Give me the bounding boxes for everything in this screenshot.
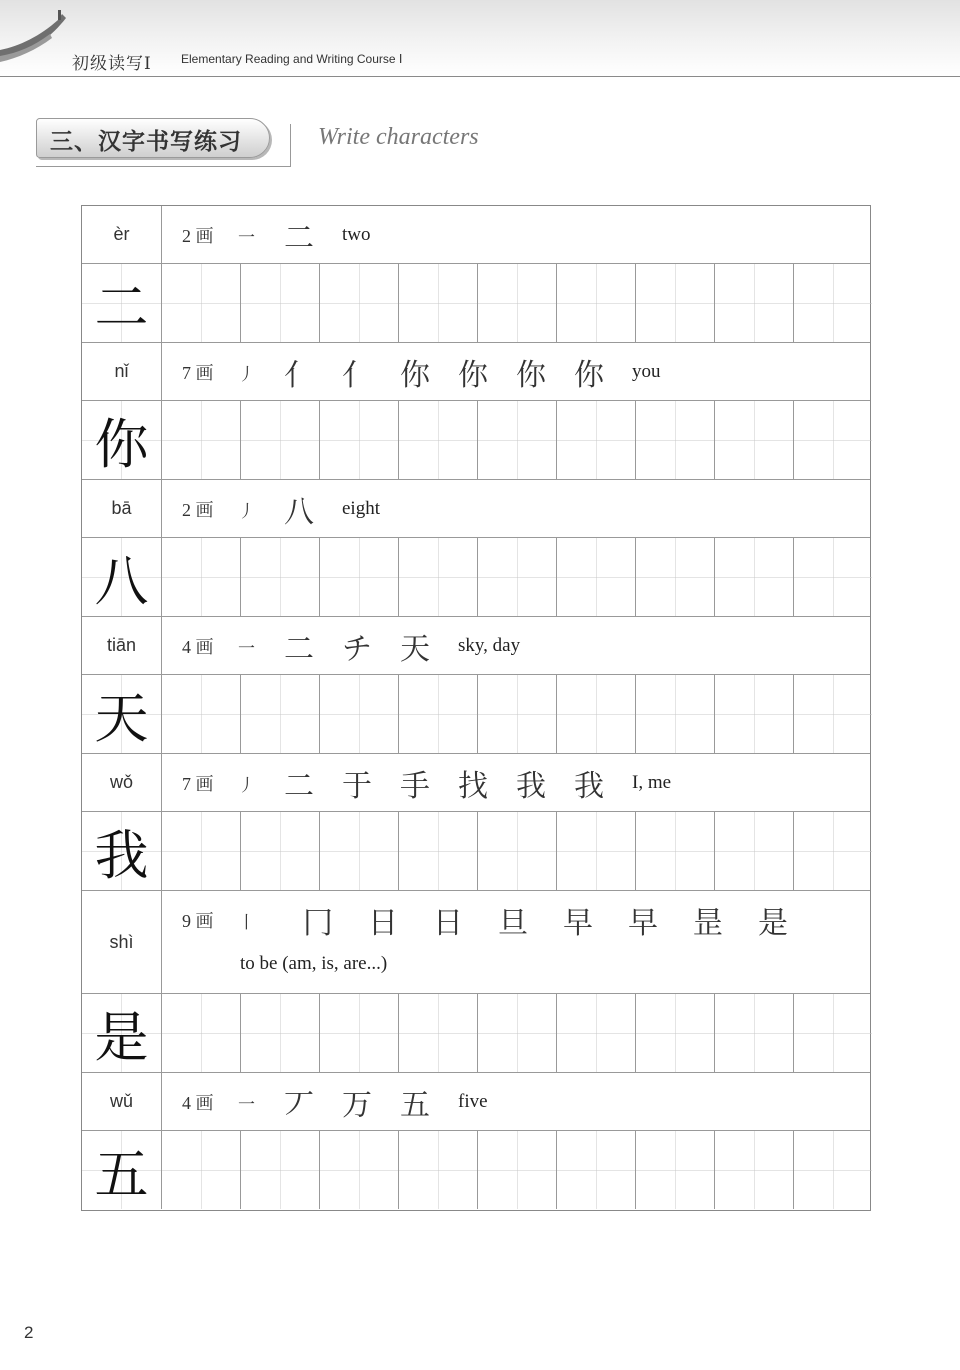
stroke-step: 日 [433,906,463,941]
stroke-count: 9 画 [182,911,214,931]
practice-grid-row [82,675,870,754]
book-subtitle: Elementary Reading and Writing Course Ⅰ [181,52,403,66]
pinyin-label: tiān [82,617,162,674]
stroke-step: 是 [758,906,788,941]
stroke-step: 早 [628,906,658,941]
practice-cell[interactable] [162,994,241,1072]
stroke-info-row [82,1073,870,1131]
stroke-step: 二 [284,769,314,804]
stroke-info-row [82,480,870,538]
practice-cell[interactable] [794,264,872,342]
practice-cell[interactable] [478,812,557,890]
practice-cell[interactable] [715,675,794,753]
practice-cell[interactable] [478,264,557,342]
stroke-step: 旦 [498,906,528,941]
practice-cell[interactable] [557,812,636,890]
practice-cell[interactable] [636,538,715,616]
stroke-count: 4 画 [182,1093,214,1113]
pinyin-label: èr [82,206,162,263]
practice-cell[interactable] [478,994,557,1072]
stroke-step: 我 [516,769,546,804]
stroke-step: 找 [458,769,488,804]
practice-cell[interactable] [636,1131,715,1209]
model-character: 八 [82,538,162,616]
stroke-count: 7 画 [182,774,214,794]
meaning: I, me [632,772,672,793]
practice-grid-row [82,1131,870,1210]
practice-cell[interactable] [478,675,557,753]
practice-grid-row [82,264,870,343]
book-title: 初级读写Ⅰ [72,54,152,74]
model-character: 我 [82,812,162,890]
stroke-step: 丿 [238,775,255,796]
practice-cell[interactable] [557,264,636,342]
stroke-step: 早 [563,906,593,941]
meaning: you [632,361,661,382]
practice-cell[interactable] [399,264,478,342]
practice-cell[interactable] [715,994,794,1072]
practice-cell[interactable] [162,264,241,342]
practice-cell[interactable] [162,401,241,479]
practice-cell[interactable] [399,401,478,479]
stroke-step: 你 [400,358,430,393]
practice-cell[interactable] [241,994,320,1072]
pinyin-label: bā [82,480,162,537]
stroke-step: 丆 [284,1088,314,1123]
stroke-info-row [82,206,870,264]
practice-cell[interactable] [636,675,715,753]
stroke-info-row [82,343,870,401]
stroke-order [162,754,870,812]
page-header [0,0,960,77]
pinyin-label: shì [82,891,162,993]
pinyin-label: wǔ [82,1073,162,1130]
stroke-step: 一 [238,1094,255,1115]
stroke-step: 五 [400,1088,430,1123]
practice-cell[interactable] [478,401,557,479]
practice-cell[interactable] [557,994,636,1072]
stroke-count: 2 画 [182,500,214,520]
stroke-step: 日 [368,906,398,941]
practice-cell[interactable] [241,1131,320,1209]
stroke-step: 万 [342,1088,372,1123]
model-character: 五 [82,1131,162,1209]
model-character: 你 [82,401,162,479]
stroke-order [162,206,870,264]
practice-cell[interactable] [715,812,794,890]
practice-cell[interactable] [636,401,715,479]
stroke-step: 昰 [693,906,723,941]
stroke-step: 八 [284,495,314,530]
practice-cell[interactable] [399,1131,478,1209]
stroke-step: 亻 [342,358,372,393]
meaning: two [342,224,371,245]
practice-grid-row [82,812,870,891]
stroke-step: 丿 [238,501,255,522]
practice-cell[interactable] [636,264,715,342]
practice-cell[interactable] [715,538,794,616]
section-tab [36,118,288,166]
meaning: five [458,1091,488,1112]
practice-cell[interactable] [557,401,636,479]
stroke-step: 一 [238,227,255,248]
practice-cell[interactable] [557,1131,636,1209]
practice-cell[interactable] [320,538,399,616]
practice-cell[interactable] [557,538,636,616]
practice-cell[interactable] [162,1131,241,1209]
stroke-step: 于 [342,769,372,804]
meaning: sky, day [458,635,521,656]
practice-cell[interactable] [715,264,794,342]
practice-cell[interactable] [162,538,241,616]
practice-cell[interactable] [241,812,320,890]
stroke-step: 冂 [303,906,333,941]
practice-cell[interactable] [715,1131,794,1209]
practice-cell[interactable] [478,1131,557,1209]
model-character: 二 [82,264,162,342]
practice-grid-row [82,994,870,1073]
practice-cell[interactable] [478,538,557,616]
stroke-step: 二 [284,221,314,256]
practice-cell[interactable] [399,538,478,616]
stroke-step: 丨 [238,912,255,933]
stroke-order [162,480,870,538]
stroke-step: 手 [400,769,430,804]
stroke-step: 一 [238,638,255,659]
practice-cell[interactable] [399,812,478,890]
practice-cell[interactable] [241,675,320,753]
stroke-count: 2 画 [182,226,214,246]
section-title-en: Write characters [318,124,479,150]
pinyin-label: nǐ [82,343,162,400]
practice-cell[interactable] [794,994,872,1072]
practice-cell[interactable] [636,812,715,890]
stroke-count: 4 画 [182,637,214,657]
practice-cell[interactable] [557,675,636,753]
practice-cell[interactable] [794,675,872,753]
stroke-info-row [82,617,870,675]
practice-cell[interactable] [399,994,478,1072]
page-number: 2 [24,1323,34,1342]
stroke-info-row [82,754,870,812]
stroke-step: 二 [284,632,314,667]
stroke-order [162,617,870,675]
practice-grid-row [82,401,870,480]
practice-cell[interactable] [241,538,320,616]
practice-cell[interactable] [320,675,399,753]
practice-cell[interactable] [241,401,320,479]
practice-cell[interactable] [399,675,478,753]
practice-grid-row [82,538,870,617]
practice-cell[interactable] [715,401,794,479]
practice-cell[interactable] [320,1131,399,1209]
practice-cell[interactable] [320,812,399,890]
practice-cell[interactable] [794,812,872,890]
writing-practice-sheet [81,205,871,1211]
practice-cell[interactable] [320,264,399,342]
stroke-step: 你 [574,358,604,393]
practice-cell[interactable] [636,994,715,1072]
stroke-step: 你 [516,358,546,393]
practice-cell[interactable] [320,401,399,479]
practice-cell[interactable] [162,812,241,890]
stroke-order [162,1073,870,1131]
model-character: 天 [82,675,162,753]
stroke-info-row [82,891,870,994]
pinyin-label: wǒ [82,754,162,811]
section-title-cn: 三、汉字书写练习 [50,129,242,155]
practice-cell[interactable] [241,264,320,342]
stroke-step: 你 [458,358,488,393]
meaning: to be (am, is, are...) [240,953,388,974]
stroke-order [162,343,870,401]
stroke-step: 天 [400,632,430,667]
stroke-step: 我 [574,769,604,804]
stroke-step: チ [342,632,372,667]
stroke-step: 丿 [238,364,255,385]
stroke-count: 7 画 [182,363,214,383]
practice-cell[interactable] [794,401,872,479]
stroke-order [162,891,870,949]
stroke-step: 亻 [284,358,314,393]
meaning: eight [342,498,380,519]
model-character: 是 [82,994,162,1072]
practice-cell[interactable] [794,1131,872,1209]
practice-cell[interactable] [794,538,872,616]
practice-cell[interactable] [162,675,241,753]
practice-cell[interactable] [320,994,399,1072]
pagoda-roof-icon [0,6,72,66]
